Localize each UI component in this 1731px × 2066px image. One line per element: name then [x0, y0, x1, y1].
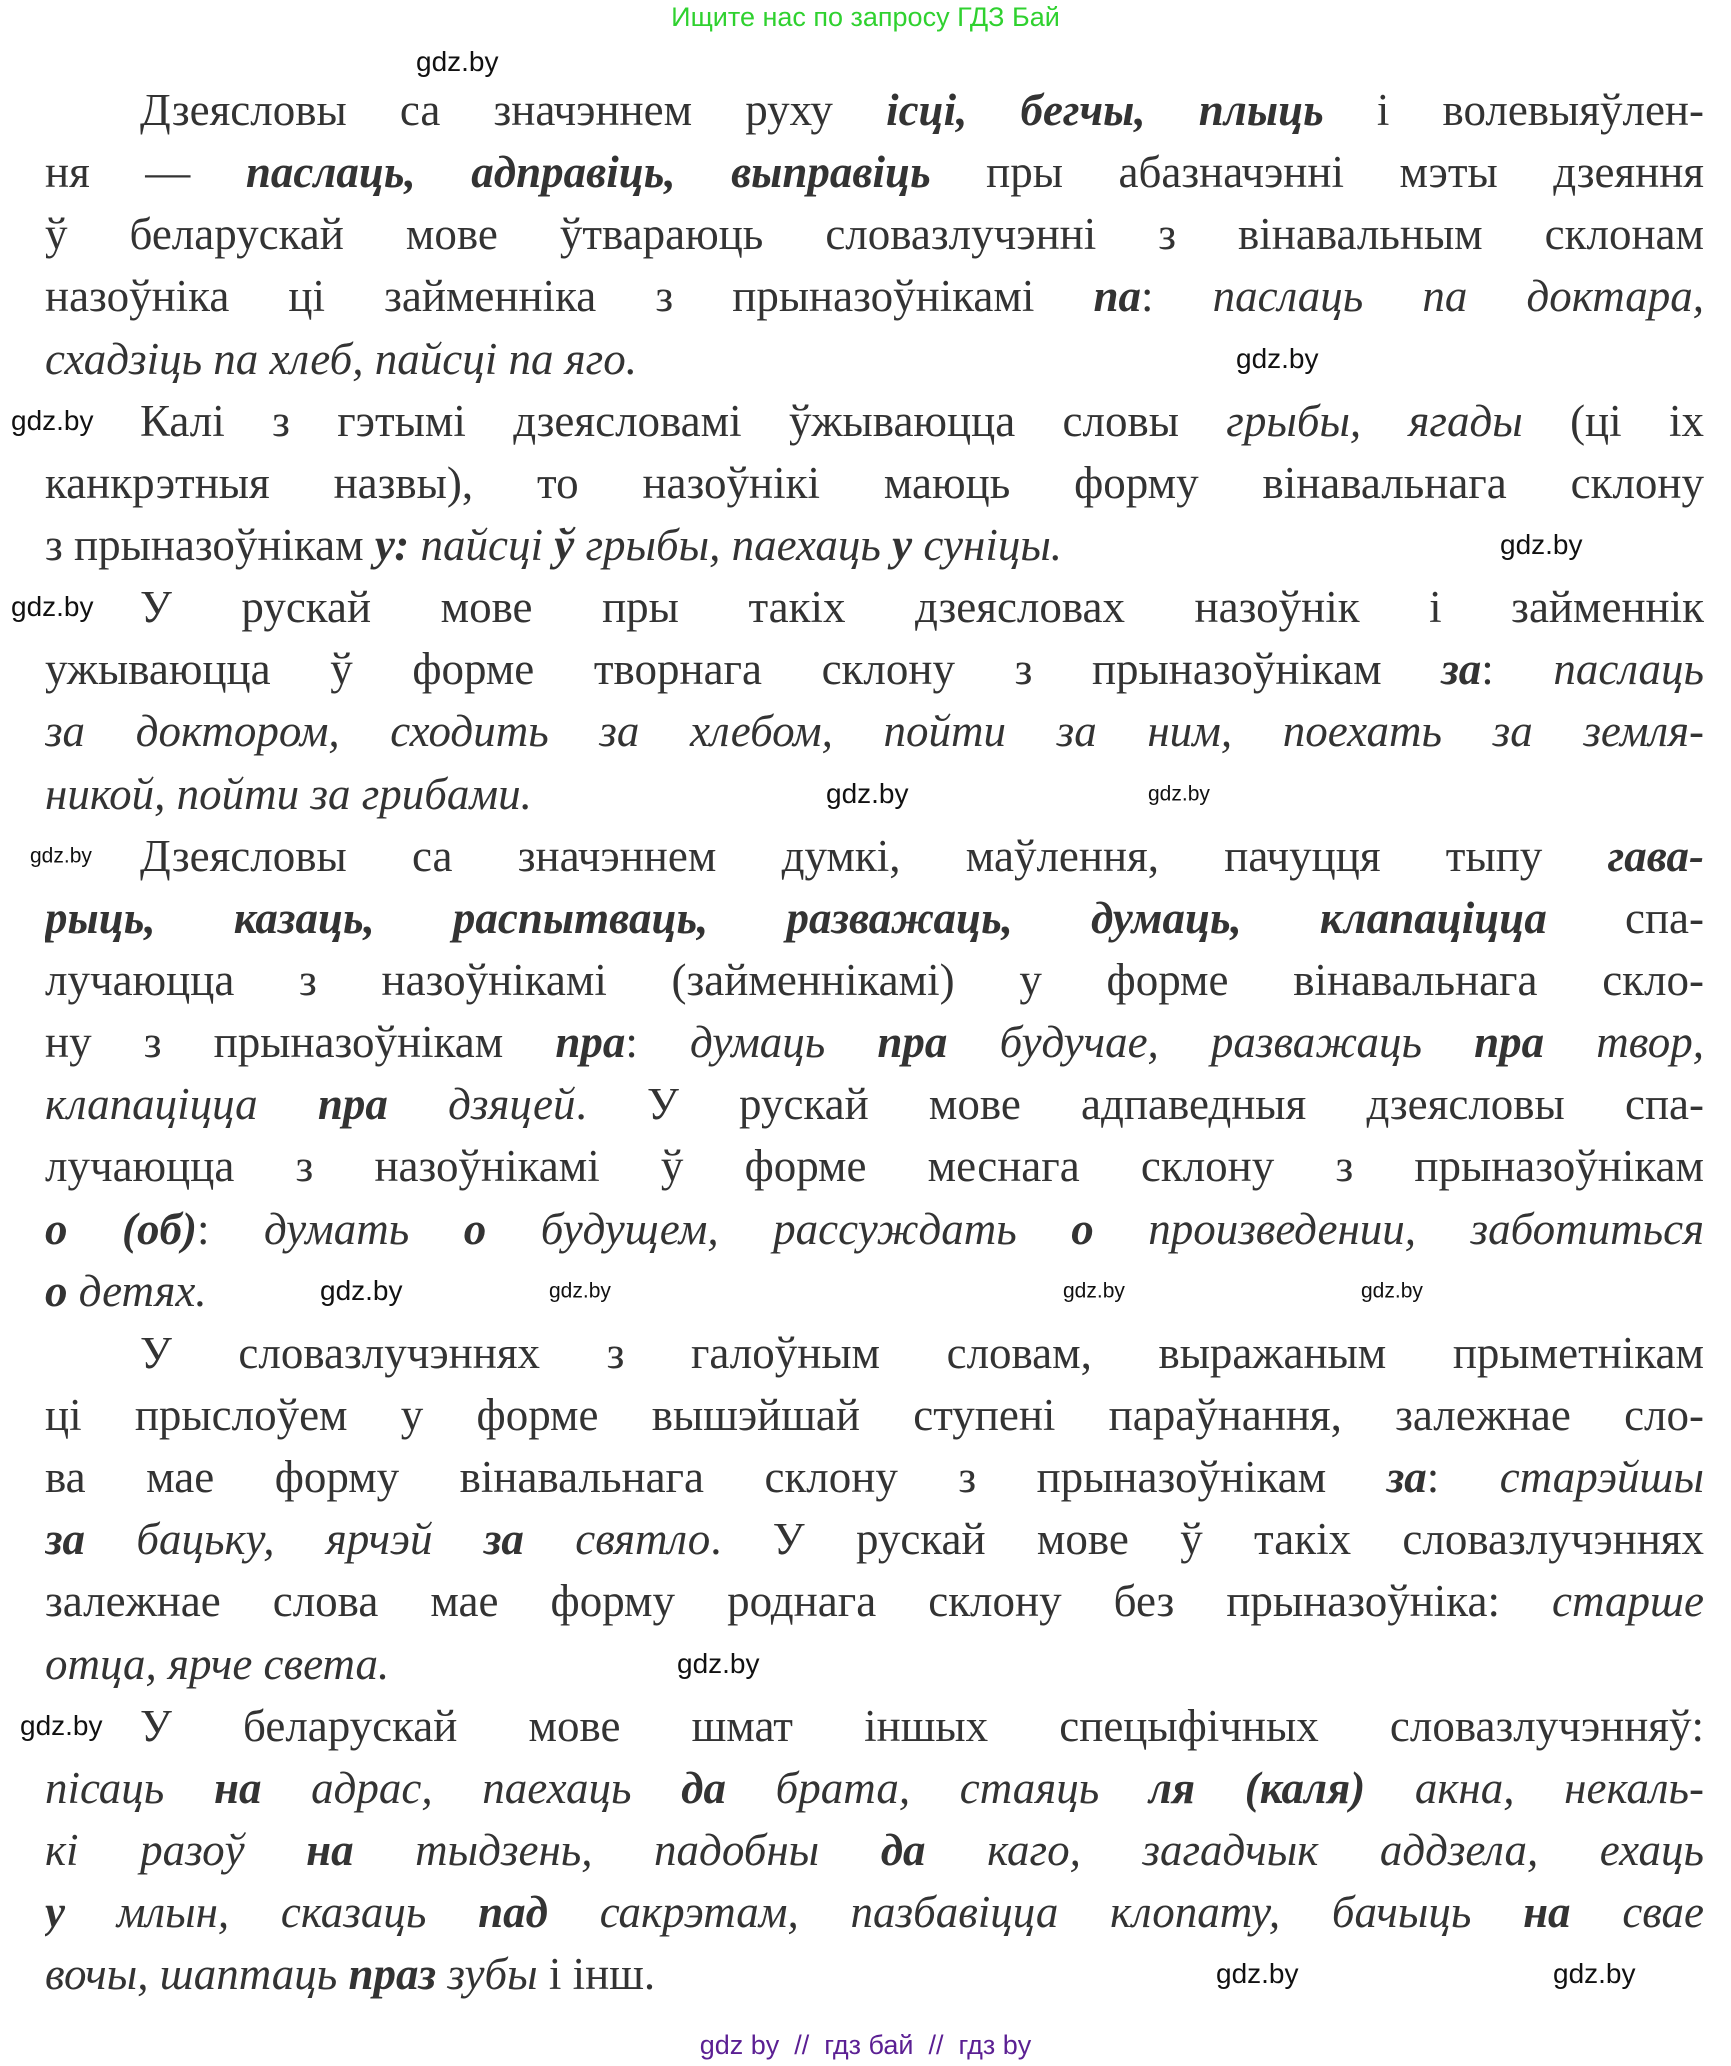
body-text: ў беларускай мове ўтвараюць словазлучэнні з вінавальным склонам	[45, 209, 1704, 260]
example-text: акна, некаль-	[1365, 1762, 1704, 1813]
watermark: gdz.by	[1500, 529, 1583, 560]
emphasis-text: гава-	[1607, 830, 1704, 881]
example-text: адрас, паехаць	[261, 1762, 682, 1813]
paragraph-3-line	[45, 576, 1704, 638]
paragraph-4-line	[45, 949, 1704, 1011]
body-text: пры абазначэнні мэты дзеяння	[930, 147, 1704, 198]
example-text: произведении, заботиться	[1093, 1203, 1704, 1254]
emphasis-text: у	[892, 519, 913, 570]
body-text: :	[196, 1203, 264, 1254]
paragraph-5-line	[45, 1446, 1704, 1508]
emphasis-text: рыць, казаць, распытваць, разважаць, думаць, клапаціцца	[45, 892, 1547, 943]
search-hint-banner: Ищите нас по запросу ГДЗ Бай	[671, 2, 1060, 32]
example-text: млын, сказаць	[64, 1887, 479, 1938]
body-text: назоўніка ці займенніка з прыназоўнікамі	[45, 271, 1094, 322]
watermark: gdz.by	[1148, 782, 1210, 806]
example-text: грыбы, ягады	[1226, 395, 1523, 446]
watermark: gdz.by	[677, 1648, 760, 1679]
emphasis-text: за	[45, 1514, 86, 1565]
emphasis-text: ля (каля)	[1148, 1762, 1366, 1813]
example-text: детях.	[67, 1265, 207, 1316]
emphasis-text: у:	[374, 519, 410, 570]
watermark: gdz.by	[1063, 1279, 1125, 1303]
example-text: думать	[263, 1203, 464, 1254]
emphasis-text: о (об)	[45, 1203, 197, 1254]
paragraph-4-line	[45, 1135, 1704, 1197]
paragraph-3-line	[45, 638, 1704, 700]
paragraph-4-line	[45, 1073, 1704, 1135]
example-text: старэйшы	[1499, 1452, 1704, 1503]
example-text: свае	[1570, 1887, 1704, 1938]
paragraph-4-line	[45, 887, 1704, 949]
emphasis-text: на	[306, 1824, 354, 1875]
body-text: У беларускай мове шмат іншых спецыфічных словазлучэнняў:	[140, 1700, 1704, 1751]
watermark: gdz.by	[1553, 1958, 1636, 1989]
paragraph-4-line	[45, 825, 1704, 887]
body-text: і інш.	[537, 1949, 656, 2000]
watermark: gdz.by	[11, 405, 94, 436]
paragraph-2-line	[45, 390, 1704, 452]
watermark: gdz.by	[20, 1710, 103, 1741]
emphasis-text: да	[880, 1824, 926, 1875]
emphasis-text: за	[483, 1514, 524, 1565]
body-text: :	[1481, 644, 1554, 695]
body-text: Дзеясловы са значэннем руху	[140, 85, 887, 135]
body-text: канкрэтныя назвы), то назоўнікі маюць форму вінавальнага склону	[45, 457, 1704, 508]
emphasis-text: у	[45, 1887, 65, 1938]
emphasis-text: да	[681, 1762, 726, 1813]
emphasis-text: за	[1441, 644, 1482, 695]
emphasis-text: за	[1386, 1452, 1427, 1503]
body-text: . У рускай мове адпаведныя дзеясловы спа-	[575, 1079, 1704, 1130]
paragraph-4-line	[45, 1260, 1704, 1322]
watermark: gdz.by	[549, 1279, 611, 1303]
example-text: тыдзень, падобны	[353, 1824, 881, 1875]
emphasis-text: па	[1093, 271, 1141, 322]
emphasis-text: пра	[1474, 1017, 1545, 1068]
body-text: ну з прыназоўнікам	[45, 1017, 556, 1068]
body-text: Дзеясловы са значэннем думкі, маўлення, пачуцця тыпу	[140, 830, 1608, 881]
body-text: :	[1426, 1452, 1500, 1503]
example-text: сакрэтам, пазбавіцца клопату, бачыць	[547, 1887, 1524, 1938]
emphasis-text: праз	[348, 1949, 437, 2000]
paragraph-1-line	[45, 328, 1704, 390]
body-text: з прыназоўнікам	[45, 519, 375, 570]
example-text: паслаць	[1553, 644, 1704, 695]
example-text: думаць	[690, 1017, 878, 1068]
watermark: gdz.by	[1216, 1958, 1299, 1989]
body-text: залежнае слова мае форму роднага склону без прыназоўніка:	[45, 1576, 1553, 1627]
emphasis-text: пра	[317, 1079, 388, 1130]
body-text: спа-	[1546, 892, 1704, 943]
emphasis-text: ісці, бегчы, плыць	[886, 85, 1324, 135]
body-text: :	[625, 1017, 691, 1068]
example-text: паслаць па доктара,	[1212, 271, 1704, 322]
paragraph-6-line	[45, 1757, 1704, 1819]
watermark: gdz.by	[1361, 1279, 1423, 1303]
example-text: бацьку, ярчэй	[85, 1514, 484, 1565]
paragraph-1-line	[45, 141, 1704, 203]
example-text: кі разоў	[45, 1824, 307, 1875]
body-text: Калі з гэтымі дзеясловамі ўжываюцца словы	[140, 395, 1227, 446]
paragraph-2-line	[45, 452, 1704, 514]
paragraph-4-line	[45, 1198, 1704, 1260]
example-text: брата, стаяць	[726, 1762, 1149, 1813]
paragraph-6-line	[45, 1819, 1704, 1881]
example-text: грыбы, паехаць	[574, 519, 893, 570]
body-text: і волевыяўлен-	[1323, 85, 1704, 135]
footer-links: gdz by // гдз бай // гдз by	[699, 2030, 1032, 2060]
watermark: gdz.by	[30, 844, 92, 868]
watermark: gdz.by	[320, 1275, 403, 1306]
paragraph-6-line	[45, 1881, 1704, 1943]
paragraph-5-line	[45, 1508, 1704, 1570]
example-text: суніцы.	[912, 519, 1063, 570]
example-text: вочы, шаптаць	[45, 1949, 349, 2000]
example-text: каго, загадчык аддзела, ехаць	[925, 1824, 1704, 1875]
example-text: пісаць	[45, 1762, 214, 1813]
emphasis-text: паслаць, адправіць, выправіць	[245, 147, 931, 198]
example-text: отца, ярче света.	[45, 1638, 390, 1689]
example-text: будучае, разважаць	[947, 1017, 1475, 1068]
emphasis-text: о	[1071, 1203, 1094, 1254]
body-text: лучаюцца з назоўнікамі ў форме меснага склону з прыназоўнікам	[45, 1141, 1704, 1192]
paragraph-6-line	[45, 1695, 1704, 1757]
watermark: gdz.by	[1236, 343, 1319, 374]
paragraph-5-line	[45, 1633, 1704, 1695]
example-text: за доктором, сходить за хлебом, пойти за ним, поехать за земля-	[45, 706, 1704, 757]
paragraph-6-line	[45, 1943, 1704, 2005]
example-text: схадзіць па хлеб, пайсці па яго.	[45, 333, 637, 384]
emphasis-text: пра	[555, 1017, 626, 1068]
document-body	[45, 79, 1704, 2005]
emphasis-text: на	[1523, 1887, 1571, 1938]
example-text: старше	[1552, 1576, 1704, 1627]
body-text: ці прыслоўем у форме вышэйшай ступені параўнання, залежнае сло-	[45, 1389, 1704, 1440]
example-text: святло	[523, 1514, 711, 1565]
paragraph-1-line	[45, 203, 1704, 265]
emphasis-text: на	[213, 1762, 262, 1813]
emphasis-text: о	[463, 1203, 487, 1254]
emphasis-text: пра	[877, 1017, 948, 1068]
example-text: будущем, рассуждать	[486, 1203, 1072, 1254]
paragraph-1-line	[45, 265, 1704, 327]
paragraph-1-line	[45, 79, 1704, 141]
example-text: пайсці	[409, 519, 555, 570]
body-text: (ці іх	[1522, 395, 1704, 446]
emphasis-text: о	[45, 1265, 68, 1316]
body-text: У рускай мове пры такіх дзеясловах назоўнік і займеннік	[140, 582, 1704, 633]
body-text: лучаюцца з назоўнікамі (займеннікамі) у форме вінавальнага скло-	[45, 954, 1704, 1005]
paragraph-5-line	[45, 1570, 1704, 1632]
paragraph-5-line	[45, 1322, 1704, 1384]
body-text: :	[1141, 271, 1213, 322]
example-text: дзяцей	[387, 1079, 576, 1130]
body-text: ня —	[45, 147, 246, 198]
body-text: ужываюцца ў форме творнага склону з прыназоўнікам	[45, 644, 1442, 695]
body-text: . У рускай мове ў такіх словазлучэннях	[710, 1514, 1704, 1565]
watermark: gdz.by	[11, 591, 94, 622]
watermark: gdz.by	[416, 46, 499, 77]
paragraph-5-line	[45, 1384, 1704, 1446]
emphasis-text: пад	[478, 1887, 548, 1938]
paragraph-3-line	[45, 700, 1704, 762]
paragraph-2-line	[45, 514, 1704, 576]
body-text: ва мае форму вінавальнага склону з прыназоўнікам	[45, 1452, 1387, 1503]
watermark: gdz.by	[826, 778, 909, 809]
example-text: твор,	[1544, 1017, 1704, 1068]
example-text: зубы	[436, 1949, 538, 2000]
example-text: никой, пойти за грибами.	[45, 768, 532, 819]
body-text: У словазлучэннях з галоўным словам, выражаным прыметнікам	[140, 1327, 1704, 1378]
example-text: клапаціцца	[45, 1079, 318, 1130]
paragraph-4-line	[45, 1011, 1704, 1073]
emphasis-text: ў	[554, 519, 575, 570]
